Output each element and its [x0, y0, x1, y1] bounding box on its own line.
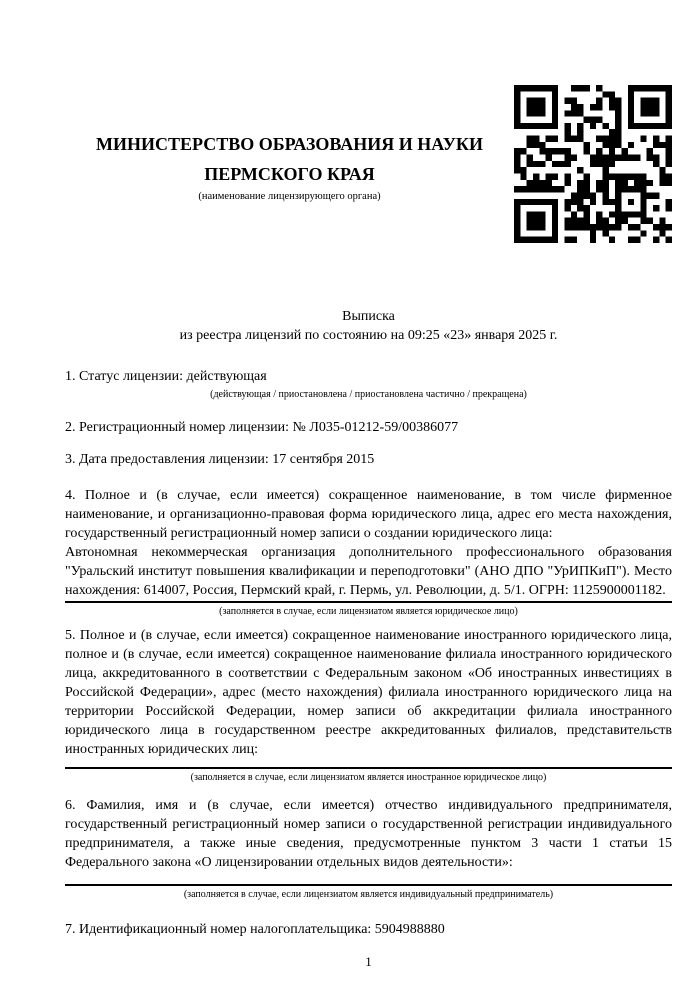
licensing-authority-block — [65, 129, 514, 204]
field-license-grant-date-text: 3. Дата предоставления лицензии: 17 сентября 2015 — [65, 452, 375, 467]
document-subtitle: из реестра лицензий по состоянию на 09:25 «23» января 2025 г. — [179, 328, 558, 343]
licensing-authority-name-line1: МИНИСТЕРСТВО ОБРАЗОВАНИЯ И НАУКИ — [96, 134, 483, 154]
field-taxpayer-id-text: 7. Идентификационный номер налогоплательщика: 5904988880 — [65, 922, 445, 937]
field-registration-number — [65, 418, 672, 437]
licensing-authority-caption: (наименование лицензирующего органа) — [198, 191, 381, 202]
field-legal-entity-label: 4. Полное и (в случае, если имеется) сокращенное наименование, в том числе фирменное наименование, и организационно-правовая форма юридического лица, адрес его места нахождения, государственный регистрационный номер записи о создании юридического лица: — [65, 488, 672, 541]
field-legal-entity-caption: (заполняется в случае, если лицензиатом является юридическое лицо) — [219, 606, 518, 617]
licensing-authority-name-line2: ПЕРМСКОГО КРАЯ — [204, 164, 375, 184]
field-legal-entity-ruled-area — [65, 486, 672, 603]
fill-in-line — [65, 872, 672, 886]
field-legal-entity-value: Автономная некоммерческая организация дополнительного профессионального образования "Уральский институт повышения квалификации и переподготовки" (АНО ДПО "УрИПКиП"). Место нахождения: 614007, Россия, Пермский край, г. Пермь, ул. Революции, д. 5/1. ОГРН: 1125900001182. — [65, 545, 672, 598]
field-foreign-legal-entity-label: 5. Полное и (в случае, если имеется) сокращенное наименование иностранного юридического лица, полное и (в случае, если имеется) сокращенное наименование филиала иностранного юридического лица, аккредитованного в соответствии с Федеральным законом «Об иностранных инвестициях в Российской Федерации», адрес (место нахождения) филиала иностранного юридического лица на территории Российской Федерации, номер записи об аккредитации филиала иностранного юридического лица в государственном реестре аккредитованных филиалов, представительств иностранных юридических лиц: — [65, 628, 672, 757]
field-license-status-caption: (действующая / приостановлена / приостановлена частично / прекращена) — [210, 389, 527, 400]
fill-in-line — [65, 759, 672, 769]
document-title-block — [65, 307, 672, 345]
field-individual-entrepreneur-caption: (заполняется в случае, если лицензиатом является индивидуальный предприниматель) — [183, 889, 554, 900]
field-foreign-legal-entity — [65, 626, 672, 784]
document-title: Выписка — [342, 309, 395, 324]
field-individual-entrepreneur-label: 6. Фамилия, имя и (в случае, если имеется) отчество индивидуального предпринимателя, государственный регистрационный номер записи о государственной регистрации индивидуального предпринимателя, а также иные сведения, предусмотренные пунктом 3 части 1 статьи 15 Федерального закона «О лицензировании отдельных видов деятельности»: — [65, 798, 672, 870]
field-license-status — [65, 367, 672, 401]
field-legal-entity — [65, 486, 672, 618]
field-registration-number-text: 2. Регистрационный номер лицензии: № Л035-01212-59/00386077 — [65, 420, 459, 435]
field-taxpayer-id — [65, 920, 672, 939]
field-license-grant-date — [65, 450, 672, 469]
qr-code — [514, 85, 672, 243]
field-foreign-legal-entity-caption: (заполняется в случае, если лицензиатом является иностранное юридическое лицо) — [190, 772, 547, 783]
document-header — [65, 85, 672, 243]
field-license-status-text: 1. Статус лицензии: действующая — [65, 369, 267, 384]
field-individual-entrepreneur — [65, 796, 672, 901]
page-number: 1 — [365, 954, 372, 969]
